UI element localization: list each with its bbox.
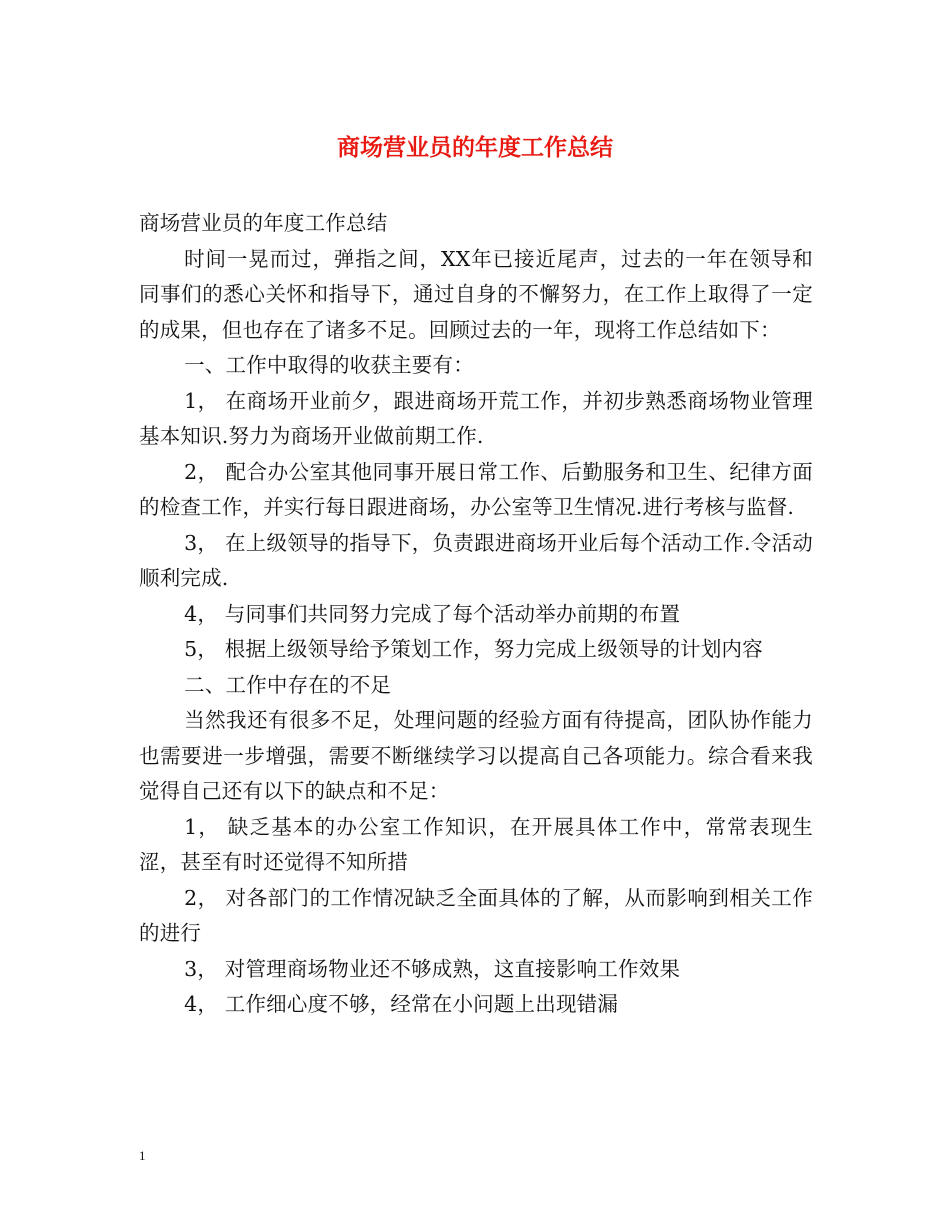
document-body (139, 206, 813, 1023)
list-item: 2， 对各部门的工作情况缺乏全面具体的了解，从而影响到相关工作的进行 (139, 885, 813, 945)
list-item: 5， 根据上级领导给予策划工作，努力完成上级领导的计划内容 (184, 637, 763, 661)
body-paragraph: 时间一晃而过，弹指之间，XX年已接近尾声，过去的一年在领导和同事们的悉心关怀和指导下，通过自身的不懈努力，在工作上取得了一定的成果，但也存在了诸多不足。回顾过去的一年，现将工作总结如下： (139, 246, 813, 342)
document-title: 商场营业员的年度工作总结 (337, 134, 613, 161)
list-item: 3， 在上级领导的指导下，负责跟进商场开业后每个活动工作.令活动顺利完成. (139, 530, 813, 590)
list-item: 4， 工作细心度不够，经常在小问题上出现错漏 (184, 992, 619, 1016)
list-item: 3， 对管理商场物业还不够成熟，这直接影响工作效果 (184, 956, 681, 981)
section-heading: 一、工作中取得的收获主要有： (184, 353, 474, 377)
page-number: 1 (139, 1148, 146, 1163)
list-item: 4， 与同事们共同努力完成了每个活动举办前期的布置 (184, 601, 681, 626)
body-paragraph: 商场营业员的年度工作总结 (139, 211, 388, 235)
list-item: 1， 缺乏基本的办公室工作知识，在开展具体工作中，常常表现生涩，甚至有时还觉得不知所措 (139, 814, 813, 874)
list-item: 2， 配合办公室其他同事开展日常工作、后勤服务和卫生、纪律方面的检查工作，并实行每日跟进商场，办公室等卫生情况.进行考核与监督. (139, 459, 813, 519)
list-item: 1， 在商场开业前夕，跟进商场开荒工作，并初步熟悉商场物业管理基本知识.努力为商场开业做前期工作. (139, 388, 813, 448)
body-paragraph: 当然我还有很多不足，处理问题的经验方面有待提高，团队协作能力也需要进一步增强，需要不断继续学习以提高自己各项能力。综合看来我觉得自己还有以下的缺点和不足： (139, 708, 813, 803)
section-heading: 二、工作中存在的不足 (184, 672, 392, 697)
